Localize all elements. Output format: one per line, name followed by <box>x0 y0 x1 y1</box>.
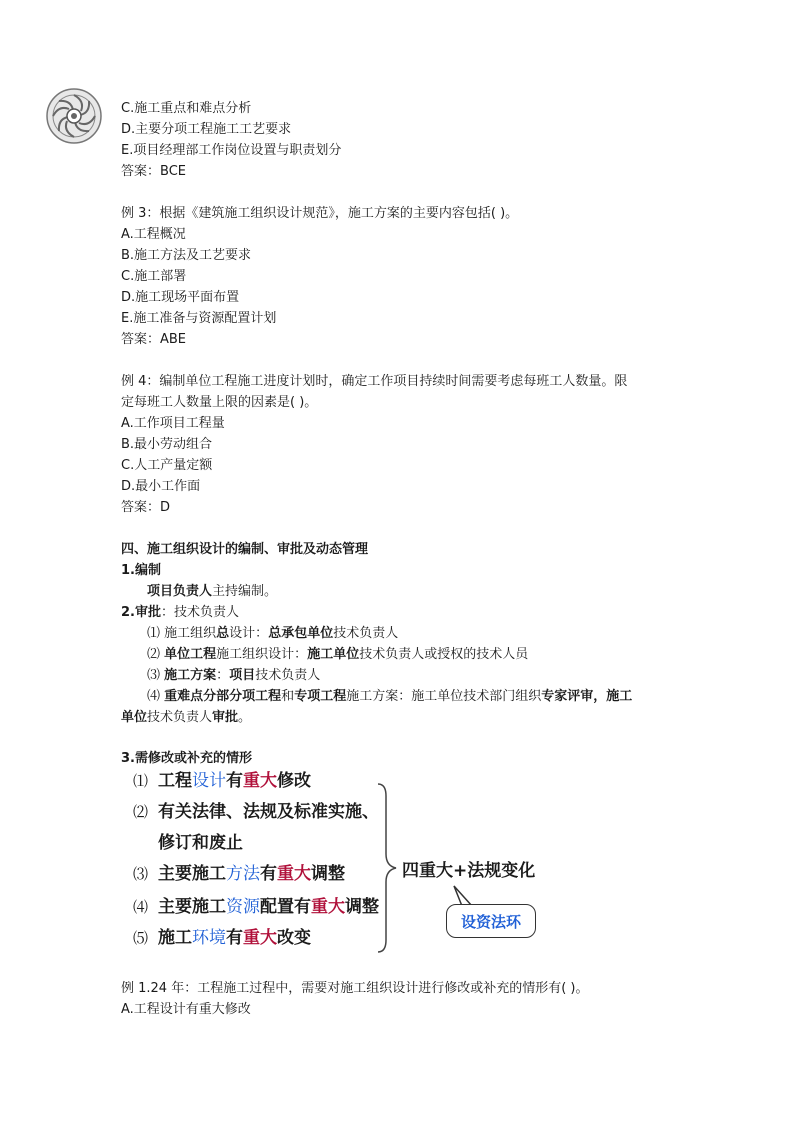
subsection-heading: 3.需修改或补充的情形 <box>121 751 252 766</box>
answer-line: 答案：ABE <box>121 332 187 347</box>
option-line: D.主要分项工程施工工艺要求 <box>121 122 292 137</box>
text-run: 技术负责人 <box>255 668 321 683</box>
option-line: A.工作项目工程量 <box>121 416 225 431</box>
curly-brace-icon <box>376 782 398 954</box>
approval-item-3 <box>147 667 320 685</box>
example-4-question-cont: 定每班工人数量上限的因素是( )。 <box>121 395 318 410</box>
text-run: 工程 <box>158 771 193 791</box>
text-run: ： <box>216 668 230 683</box>
text-run: 调整 <box>311 864 346 884</box>
modification-case <box>133 927 311 949</box>
item-number: ⑶ <box>133 865 149 883</box>
text-run: 重大 <box>243 928 278 948</box>
option-line: E.施工准备与资源配置计划 <box>121 311 277 326</box>
item-number: ⑴ <box>147 626 161 641</box>
option-line: D.最小工作面 <box>121 479 201 494</box>
bold-term: 项目 <box>229 668 256 683</box>
bold-term: 重难点分部分项工程 <box>164 689 282 704</box>
text-run: 技术负责人 <box>333 626 399 641</box>
text-run: 配置有 <box>260 897 312 917</box>
bold-term: 总 <box>216 626 230 641</box>
bold-term: 施工单位 <box>307 647 360 662</box>
text-run: 资源 <box>226 897 261 917</box>
text-run: 施工 <box>158 928 193 948</box>
modification-case <box>133 863 345 885</box>
text-run: 技术负责人或授权的技术人员 <box>359 647 529 662</box>
text-run: 施工组织设计： <box>216 647 308 662</box>
approval-item-2 <box>147 646 528 664</box>
example-4-question: 例 4：编制单位工程施工进度计划时，确定工作项目持续时间需要考虑每班工人数量。限 <box>121 374 628 389</box>
answer-line: 答案：D <box>121 500 171 515</box>
bold-term: 审批 <box>212 710 239 725</box>
approval-item-4-cont <box>121 709 251 727</box>
option-line: C.人工产量定额 <box>121 458 213 473</box>
text-run: 。 <box>238 710 252 725</box>
text-run: 设计： <box>229 626 269 641</box>
summary-label: 四重大+法规变化 <box>402 861 536 881</box>
bold-term: 项目负责人 <box>147 584 213 599</box>
text-run: 主要施工 <box>158 897 227 917</box>
mnemonic-callout: 设资法环 <box>446 904 536 938</box>
text-run: 环境 <box>192 928 227 948</box>
spiral-logo-icon <box>45 87 103 145</box>
text-run: 方法 <box>226 864 261 884</box>
text-run: 主要施工 <box>158 864 227 884</box>
subsection-heading: 2.审批 <box>121 605 161 620</box>
text-run: 施工组织 <box>160 626 217 641</box>
text-run: 修订和废止 <box>158 833 243 853</box>
approval-item-1 <box>147 625 398 643</box>
text-run: 重大 <box>311 897 346 917</box>
text-run: 技术负责人 <box>147 710 213 725</box>
text-run: 改变 <box>277 928 312 948</box>
item-number: ⑷ <box>147 689 161 704</box>
approval-item-4 <box>147 688 632 706</box>
modification-case <box>133 770 311 792</box>
answer-line: 答案：BCE <box>121 164 186 179</box>
option-line: C.施工部署 <box>121 269 187 284</box>
bold-term: 单位工程 <box>164 647 217 662</box>
modification-case <box>133 896 379 918</box>
modification-case <box>133 832 243 854</box>
item-number: ⑵ <box>133 803 149 821</box>
option-line: C.施工重点和难点分析 <box>121 101 252 116</box>
text-run: 重大 <box>277 864 312 884</box>
text-run: 施工方案：施工单位技术部门组织 <box>346 689 542 704</box>
text-run: 有 <box>226 771 244 791</box>
text-run: 有 <box>260 864 278 884</box>
item-number: ⑴ <box>133 772 149 790</box>
option-line: B.施工方法及工艺要求 <box>121 248 252 263</box>
bold-term: 施工方案 <box>164 668 217 683</box>
option-line: E.项目经理部工作岗位设置与职责划分 <box>121 143 342 158</box>
section-heading: 四、施工组织设计的编制、审批及动态管理 <box>121 542 369 557</box>
text-run: 主持编制。 <box>212 584 278 599</box>
text-run: 修改 <box>277 771 312 791</box>
text-run: 设计 <box>192 771 227 791</box>
option-line: A.工程设计有重大修改 <box>121 1002 251 1017</box>
bold-term: ，施工 <box>593 689 633 704</box>
example-124-question: 例 1.24 年：工程施工过程中，需要对施工组织设计进行修改或补充的情形有( )。 <box>121 981 589 996</box>
approval-heading <box>121 604 239 622</box>
option-line: B.最小劳动组合 <box>121 437 213 452</box>
bold-term: 专家评审 <box>541 689 594 704</box>
option-line: A.工程概况 <box>121 227 186 242</box>
text-run: 调整 <box>345 897 380 917</box>
bold-term: 单位 <box>121 710 148 725</box>
bold-term: 专项工程 <box>294 689 347 704</box>
item-number: ⑶ <box>147 668 161 683</box>
text-run: 和 <box>281 689 295 704</box>
modification-case <box>133 801 379 823</box>
item-number: ⑸ <box>133 929 149 947</box>
text-run: 重大 <box>243 771 278 791</box>
text-run: 有关法律、法规及标准实施、 <box>158 802 380 822</box>
item-number: ⑵ <box>147 647 161 662</box>
text-run: 有 <box>226 928 244 948</box>
example-3-question: 例 3：根据《建筑施工组织设计规范》，施工方案的主要内容包括( )。 <box>121 206 519 221</box>
option-line: D.施工现场平面布置 <box>121 290 240 305</box>
item-number: ⑷ <box>133 898 149 916</box>
text-run: ：技术负责人 <box>160 605 239 620</box>
subsection-heading: 1.编制 <box>121 563 161 578</box>
bold-term: 总承包单位 <box>268 626 334 641</box>
compile-text <box>147 583 277 601</box>
